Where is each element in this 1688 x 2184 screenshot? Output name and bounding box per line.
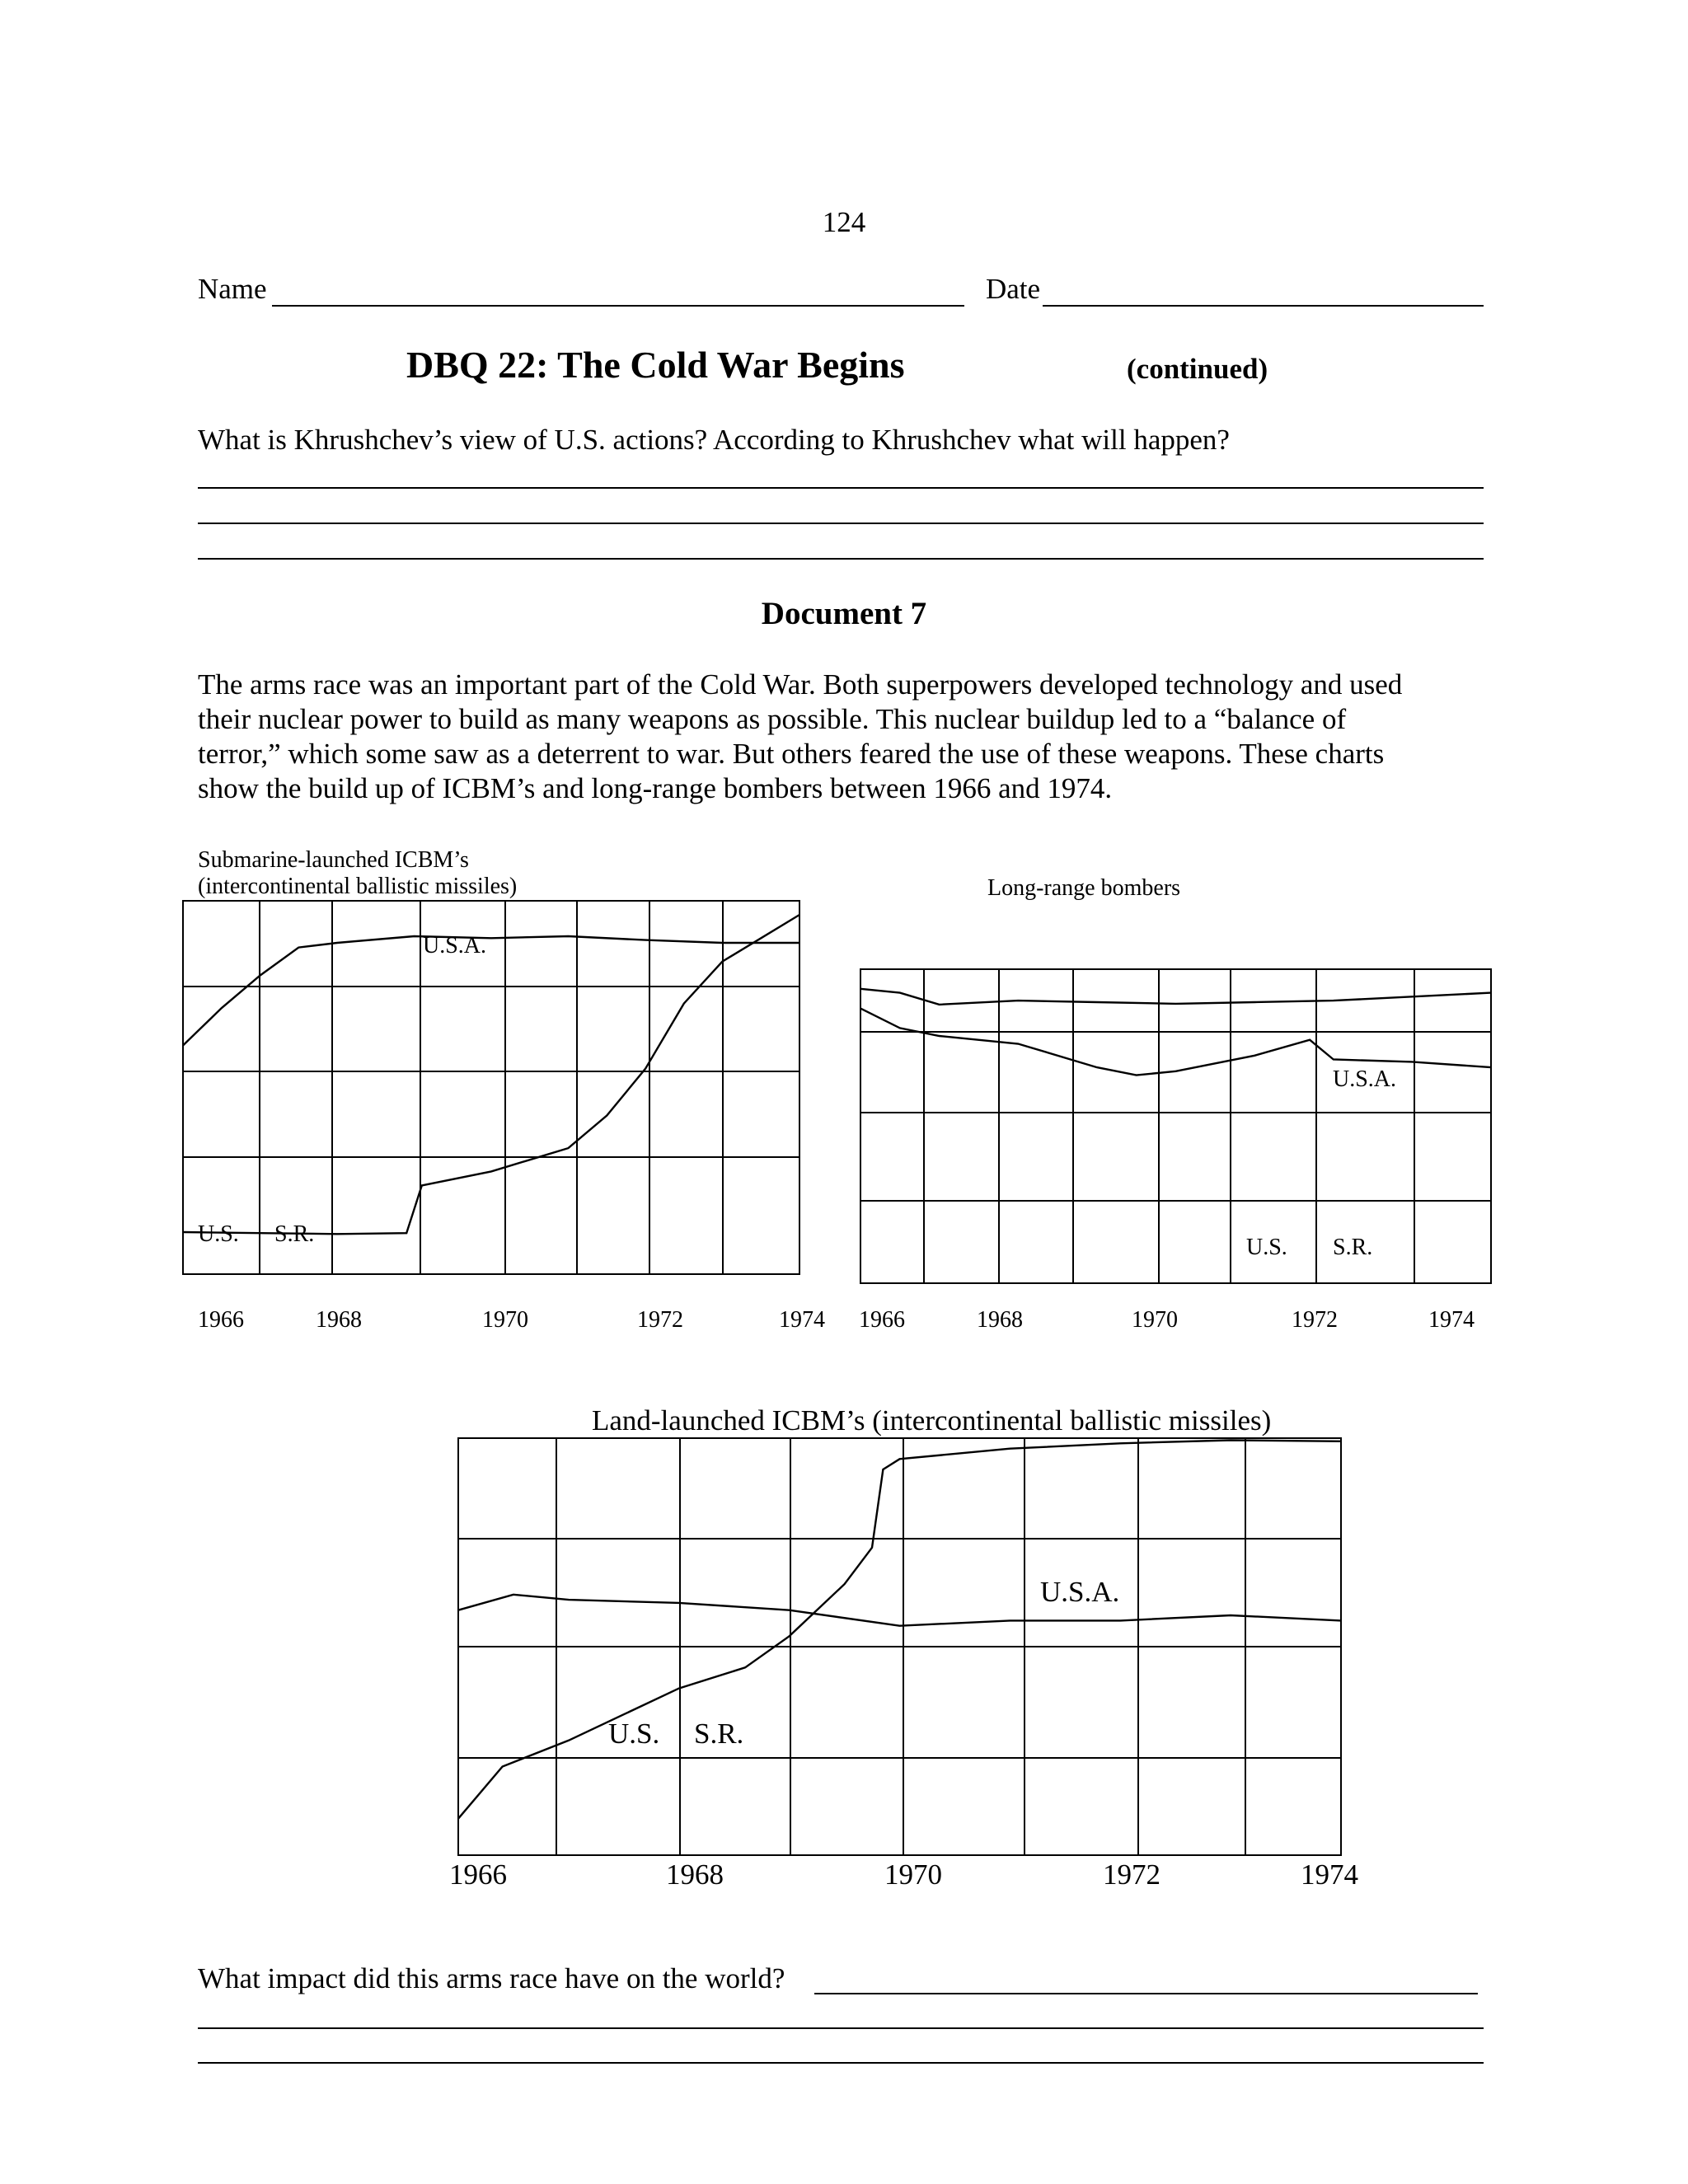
chart-frame	[860, 969, 1491, 1283]
paragraph-line: their nuclear power to build as many weapons as possible. This nuclear buildup led to a “balance of	[198, 703, 1347, 735]
series-label-us: U.S.	[1246, 1235, 1287, 1260]
x-tick-label: 1974	[779, 1307, 825, 1333]
x-tick-label: 1972	[1103, 1858, 1160, 1891]
x-tick-label: 1970	[482, 1307, 528, 1333]
name-label: Name	[198, 273, 267, 305]
x-tick-label: 1972	[1292, 1307, 1338, 1333]
x-tick-label: 1972	[637, 1307, 683, 1333]
chart-long-range-bombers	[859, 969, 1491, 1333]
paragraph-line: The arms race was an important part of the Cold War. Both superpowers developed technology and used	[198, 668, 1403, 701]
series-label-sr: S.R.	[274, 1221, 315, 1247]
x-tick-label: 1970	[1132, 1307, 1178, 1333]
date-label: Date	[986, 273, 1041, 305]
paragraph-line: terror,” which some saw as a deterrent to war. But others feared the use of these weapons. These charts	[198, 738, 1385, 770]
series-line-usa	[183, 936, 799, 1046]
series-label-us: U.S.	[608, 1718, 660, 1750]
document-heading: Document 7	[761, 596, 927, 631]
chart-submarine-icbm	[183, 901, 825, 1333]
x-tick-label: 1968	[666, 1858, 724, 1891]
series-label-sr: S.R.	[1333, 1235, 1373, 1260]
series-label-usa: U.S.A.	[423, 933, 487, 958]
question-arms-race-impact: What impact did this arms race have on the world?	[198, 1962, 785, 1994]
title-continued: (continued)	[1127, 353, 1268, 385]
answer-line-inline[interactable]	[814, 1993, 1478, 1994]
x-tick-label: 1966	[449, 1858, 507, 1891]
chart-1-title-line-1: Submarine-launched ICBM’s	[198, 847, 469, 873]
answer-line-5[interactable]	[198, 2062, 1484, 2064]
x-tick-label: 1966	[198, 1307, 244, 1333]
chart-1-title-line-2: (intercontinental ballistic missiles)	[198, 874, 518, 899]
chart-frame	[183, 901, 799, 1274]
series-line-ussr	[458, 1441, 1341, 1819]
x-tick-label: 1968	[977, 1307, 1023, 1333]
series-line-ussr	[860, 1009, 1491, 1076]
chart-3-title: Land-launched ICBM’s (intercontinental ballistic missiles)	[592, 1404, 1272, 1436]
x-tick-label: 1966	[859, 1307, 905, 1333]
series-label-usa: U.S.A.	[1040, 1576, 1120, 1608]
page-title: DBQ 22: The Cold War Begins	[406, 344, 905, 386]
x-tick-label: 1974	[1428, 1307, 1475, 1333]
x-tick-label: 1974	[1301, 1858, 1358, 1891]
series-line-ussr	[183, 915, 799, 1234]
series-label-us: U.S.	[198, 1221, 239, 1247]
series-line-usa	[860, 989, 1491, 1005]
page-number: 124	[822, 206, 866, 238]
answer-line-4[interactable]	[198, 2027, 1484, 2029]
question-khrushchev: What is Khrushchev’s view of U.S. actions? According to Khrushchev what will happen?	[198, 424, 1230, 456]
series-label-usa: U.S.A.	[1333, 1066, 1397, 1092]
x-tick-label: 1970	[884, 1858, 942, 1891]
x-tick-label: 1968	[316, 1307, 362, 1333]
series-label-sr: S.R.	[694, 1718, 744, 1750]
series-line-usa	[458, 1595, 1341, 1626]
chart-land-icbm	[449, 1438, 1358, 1891]
paragraph-line: show the build up of ICBM’s and long-range bombers between 1966 and 1974.	[198, 772, 1113, 804]
chart-2-title: Long-range bombers	[987, 875, 1181, 901]
